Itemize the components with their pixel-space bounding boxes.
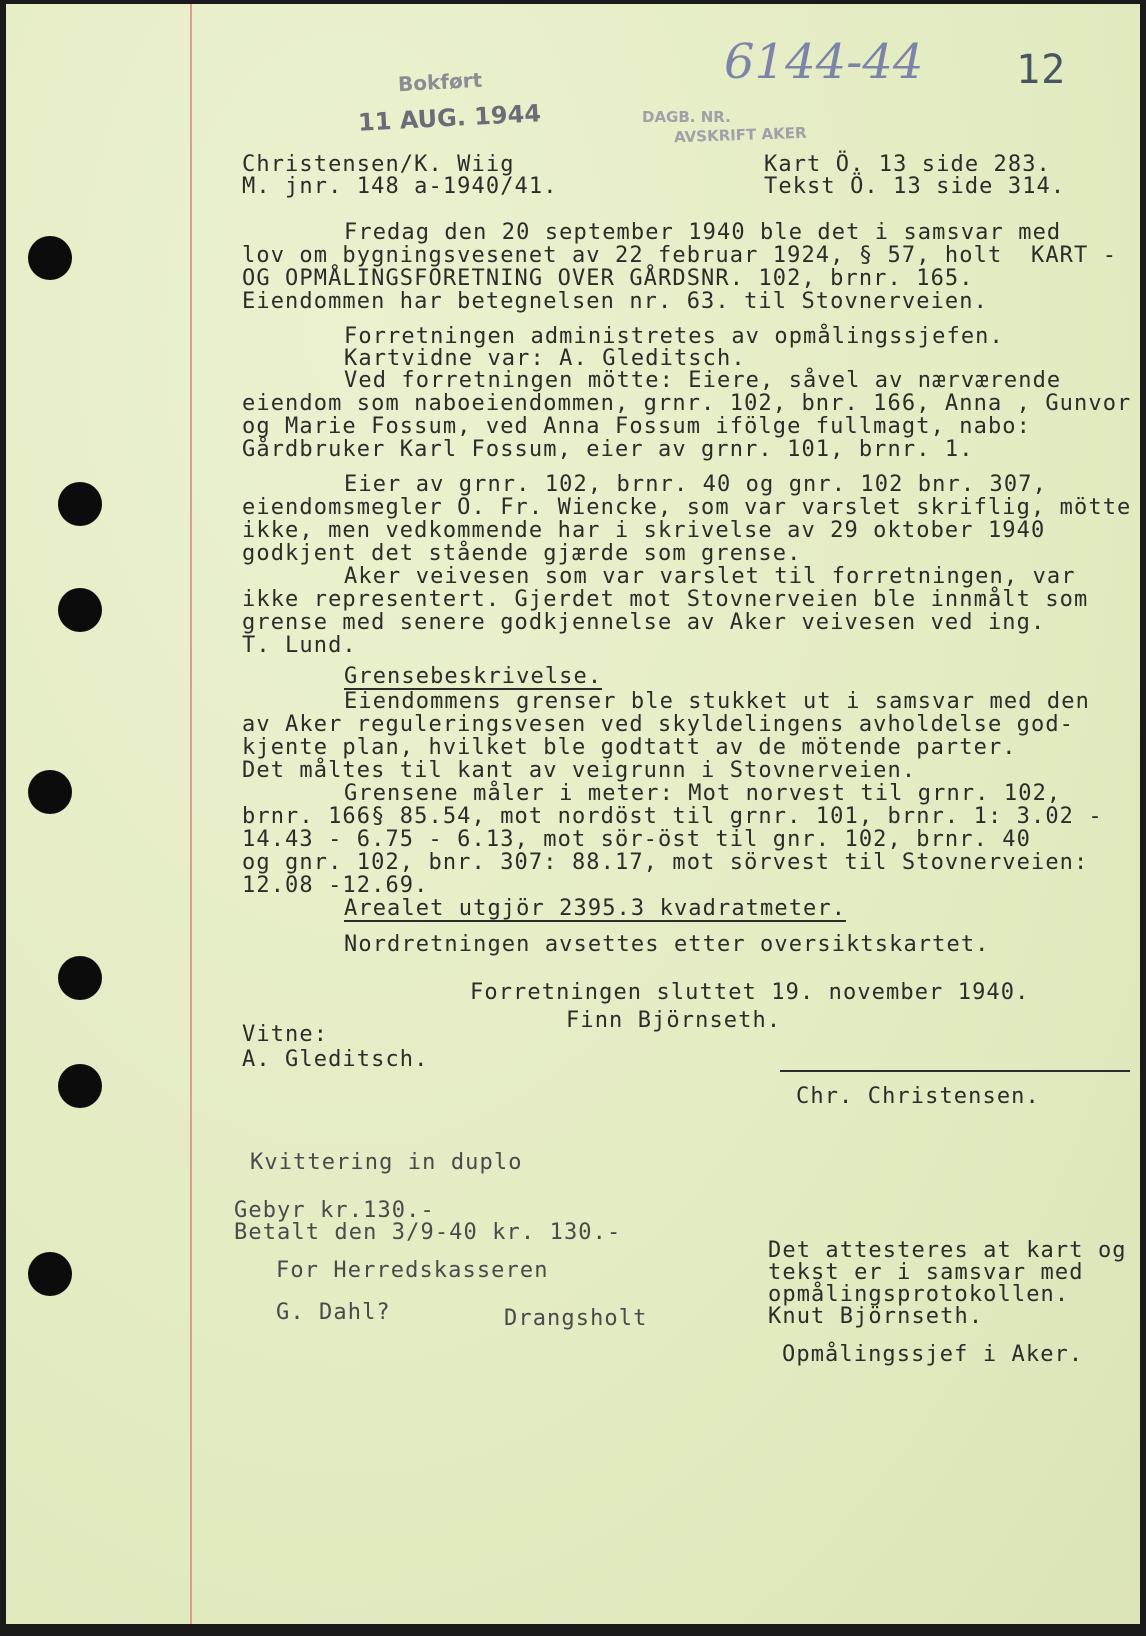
body-line: OG OPMÅLINGSFORETNING OVER GÅRDSNR. 102, brnr. 165. <box>242 266 974 291</box>
body-line: Grensene måler i meter: Mot norvest til grnr. 102, <box>344 781 1062 806</box>
body-line: Kartvidne var: A. Gleditsch. <box>344 346 746 371</box>
header-left-2: M. jnr. 148 a-1940/41. <box>242 174 558 199</box>
receipt-sign-dahl: G. Dahl? <box>276 1300 391 1325</box>
area-line: Arealet utgjör 2395.3 kvadratmeter. <box>344 896 847 921</box>
header-left-1: Christensen/K. Wiig <box>242 152 515 177</box>
margin-line <box>190 4 192 1632</box>
body-line: grense med senere godkjennelse av Aker veivesen ved ing. <box>242 610 1046 635</box>
receipt-for: For Herredskasseren <box>276 1258 549 1283</box>
signer-christensen: Chr. Christensen. <box>796 1084 1040 1109</box>
punch-hole <box>58 482 102 526</box>
body-line: 12.08 -12.69. <box>242 873 429 898</box>
attest-line: tekst er i samsvar med <box>768 1260 1084 1285</box>
punch-hole <box>58 1064 102 1108</box>
body-line: ikke representert. Gjerdet mot Stovnerveien ble innmålt som <box>242 587 1089 612</box>
body-line: Aker veivesen som var varslet til forretningen, var <box>344 564 1076 589</box>
signature-line <box>780 1070 1130 1072</box>
body-line: Ved forretningen mötte: Eiere, såvel av nærværende <box>344 368 1062 393</box>
body-line: Forretningen administretes av opmålingssjefen. <box>344 324 1004 349</box>
receipt-paid: Betalt den 3/9-40 kr. 130.- <box>234 1220 622 1245</box>
dagb-stamp: DAGB. NR. <box>642 108 731 126</box>
document-page <box>6 4 1140 1632</box>
signer-finn: Finn Björnseth. <box>566 1008 782 1033</box>
booked-stamp: Bokført <box>397 67 483 97</box>
header-right-1: Kart Ö. 13 side 283. <box>764 152 1051 177</box>
body-line: Gårdbruker Karl Fossum, eier av grnr. 101, brnr. 1. <box>242 437 974 462</box>
punch-hole <box>28 236 72 280</box>
body-line: og Marie Fossum, ved Anna Fossum ifölge fullmagt, nabo: <box>242 414 1031 439</box>
body-line: av Aker reguleringsvesen ved skyldelingens avholdelse god- <box>242 712 1075 737</box>
body-line: Eiendommens grenser ble stukket ut i samsvar med den <box>344 689 1090 714</box>
body-line: kjente plan, hvilket ble godtatt av de mötende parter. <box>242 735 1017 760</box>
witness-name: A. Gleditsch. <box>242 1047 429 1072</box>
scan-edge <box>6 1624 1140 1632</box>
body-line: godkjent det stående gjærde som grense. <box>242 541 802 566</box>
journal-number: 6144-44 <box>724 34 924 90</box>
section-heading: Grensebeskrivelse. <box>344 664 603 689</box>
north-line: Nordretningen avsettes etter oversiktskartet. <box>344 932 990 957</box>
receipt-sign-drangsholt: Drangsholt <box>504 1306 648 1331</box>
page-number: 12 <box>1016 47 1067 93</box>
body-line: eiendomsmegler O. Fr. Wiencke, som var varslet skriflig, mötte <box>242 495 1132 520</box>
attest-line: Knut Björnseth. <box>768 1304 984 1329</box>
header-right-2: Tekst Ö. 13 side 314. <box>764 174 1066 199</box>
body-line: Eier av grnr. 102, brnr. 40 og gnr. 102 bnr. 307, <box>344 472 1047 497</box>
avskrift-stamp: AVSKRIFT AKER <box>673 123 807 147</box>
body-line: brnr. 166§ 85.54, mot nordöst til grnr. 101, brnr. 1: 3.02 - <box>242 804 1103 829</box>
witness-label: Vitne: <box>242 1022 329 1047</box>
receipt-fee: Gebyr kr.130.- <box>234 1198 435 1223</box>
receipt-title: Kvittering in duplo <box>250 1150 523 1175</box>
body-line: Det måltes til kant av veigrunn i Stovnerveien. <box>242 758 917 783</box>
body-line: 14.43 - 6.75 - 6.13, mot sör-öst til gnr. 102, brnr. 40 <box>242 827 1031 852</box>
body-line: Fredag den 20 september 1940 ble det i samsvar med <box>344 220 1062 245</box>
date-stamp: 11 AUG. 1944 <box>357 99 542 137</box>
body-line: Eiendommen har betegnelsen nr. 63. til Stovnerveien. <box>242 289 988 314</box>
body-line: T. Lund. <box>242 633 357 658</box>
punch-hole <box>28 770 72 814</box>
punch-hole <box>28 1252 72 1296</box>
punch-hole <box>58 956 102 1000</box>
body-line: lov om bygningsvesenet av 22 februar 1924, § 57, holt KART - <box>242 243 1118 268</box>
body-line: ikke, men vedkommende har i skrivelse av 29 oktober 1940 <box>242 518 1046 543</box>
closing-line: Forretningen sluttet 19. november 1940. <box>470 980 1030 1005</box>
attest-line: Det attesteres at kart og <box>768 1238 1127 1263</box>
attest-title: Opmålingssjef i Aker. <box>782 1342 1084 1367</box>
attest-line: opmålingsprotokollen. <box>768 1282 1070 1307</box>
punch-hole <box>58 588 102 632</box>
body-line: og gnr. 102, bnr. 307: 88.17, mot sörvest til Stovnerveien: <box>242 850 1089 875</box>
body-line: eiendom som naboeiendommen, grnr. 102, bnr. 166, Anna , Gunvor <box>242 391 1132 416</box>
